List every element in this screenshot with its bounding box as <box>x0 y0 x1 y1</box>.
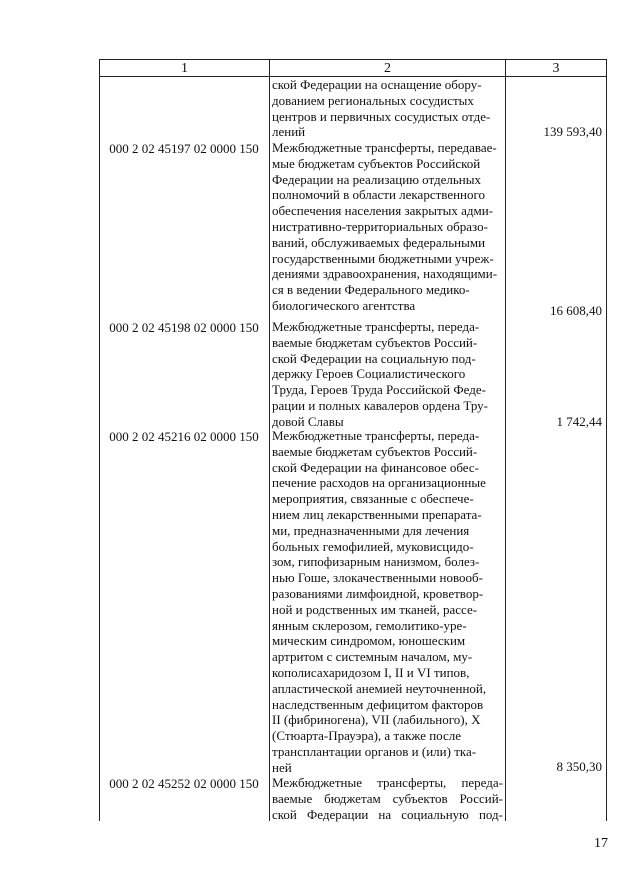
description-line: зом, гипофизарным нанизмом, болез- <box>272 554 480 570</box>
column-header-1: 1 <box>181 61 188 76</box>
description-line: лений <box>272 124 306 140</box>
table-top-border <box>99 59 607 60</box>
column-header-3: 3 <box>552 61 560 76</box>
row-code: 000 2 02 45252 02 0000 150 <box>109 776 259 791</box>
row-description <box>272 140 503 314</box>
description-line: ваемые бюджетам субъектов Россий- <box>272 443 478 459</box>
description-line: больных гемофилией, муковисцидо- <box>272 538 474 554</box>
row-description <box>272 775 503 822</box>
description-line: ской Федерации на финансовое обес- <box>272 459 479 475</box>
description-line: ской Федерации на социальную под- <box>272 806 503 822</box>
row-code: 000 2 02 45198 02 0000 150 <box>109 320 259 335</box>
description-line: ваний, обслуживаемых федеральными <box>272 234 486 250</box>
description-line: Межбюджетные трансферты, переда- <box>272 319 480 334</box>
description-line: мероприятия, связанные с обеспече- <box>272 491 474 507</box>
column-divider-2 <box>505 59 506 821</box>
description-line: трансплантации органов и (или) тка- <box>272 743 477 759</box>
description-line: Межбюджетные трансферты, переда- <box>272 775 503 790</box>
description-line: ми, предназначенными для лечения <box>272 522 470 538</box>
description-line: Труда, Героев Труда Российской Феде- <box>272 382 486 398</box>
description-line: ской Федерации на социальную под- <box>272 350 476 366</box>
row-description <box>272 319 503 430</box>
description-line: ся в ведении Федерального медико- <box>272 282 470 298</box>
description-line: дованием региональных сосудистых <box>272 92 474 108</box>
description-line: Межбюджетные трансферты, переда- <box>272 428 480 443</box>
table-right-border <box>606 59 607 821</box>
description-line: печение расходов на организационные <box>272 475 486 491</box>
description-line: кополисахаридозом I, II и VI типов, <box>272 664 470 680</box>
description-line: нием лиц лекарственными препарата- <box>272 506 482 522</box>
row-code: 000 2 02 45216 02 0000 150 <box>109 429 259 444</box>
description-line: мые бюджетам субъектов Российской <box>272 155 481 171</box>
continuation-description <box>272 77 503 140</box>
description-line: довой Славы <box>272 413 344 429</box>
row-amount: 1 742,44 <box>556 414 602 429</box>
description-line: нистративно-территориальных образо- <box>272 218 488 234</box>
description-line: полномочий в области лекарственного <box>272 187 486 203</box>
description-line: Межбюджетные трансферты, передавае- <box>272 140 497 155</box>
description-line: ной и родственных им тканей, рассе- <box>272 601 478 617</box>
description-line: мическим синдромом, юношеским <box>272 633 466 649</box>
description-line: II (фибриногена), VII (лабильного), X <box>272 712 481 728</box>
description-line: биологического агентства <box>272 297 416 313</box>
description-line: наследственным дефицитом факторов <box>272 696 484 712</box>
column-divider-1 <box>269 59 270 821</box>
description-line: артритом с системным началом, му- <box>272 649 473 665</box>
table-left-border <box>99 59 100 821</box>
description-line: ней <box>272 759 292 775</box>
row-amount: 8 350,30 <box>556 759 602 774</box>
description-line: обеспечения населения закрытых адми- <box>272 203 494 219</box>
row-description <box>272 428 503 776</box>
description-line: государственными бюджетными учреж- <box>272 250 494 266</box>
row-code: 000 2 02 45197 02 0000 150 <box>109 141 259 156</box>
description-line: апластической анемией неуточненной, <box>272 680 487 696</box>
row-amount: 16 608,40 <box>550 303 602 318</box>
description-line: (Стюарта-Прауэра), а также после <box>272 728 462 744</box>
description-line: ской Федерации на оснащение обору- <box>272 77 482 92</box>
description-line: разованиями лимфоидной, кроветвор- <box>272 585 484 601</box>
description-line: нью Гоше, злокачественными новооб- <box>272 570 483 586</box>
description-line: ваемые бюджетам субъектов Россий- <box>272 790 503 806</box>
column-header-2: 2 <box>384 61 391 76</box>
continuation-amount: 139 593,40 <box>543 124 602 139</box>
description-line: дениями здравоохранения, находящими- <box>272 266 498 282</box>
page-number: 17 <box>594 836 608 851</box>
description-line: янным склерозом, гемолитико-уре- <box>272 617 467 633</box>
description-line: рации и полных кавалеров ордена Тру- <box>272 397 488 413</box>
description-line: ваемые бюджетам субъектов Россий- <box>272 334 478 350</box>
description-line: Федерации на реализацию отдельных <box>272 171 481 187</box>
description-line: центров и первичных сосудистых отде- <box>272 108 491 124</box>
description-line: держку Героев Социалистического <box>272 366 466 382</box>
